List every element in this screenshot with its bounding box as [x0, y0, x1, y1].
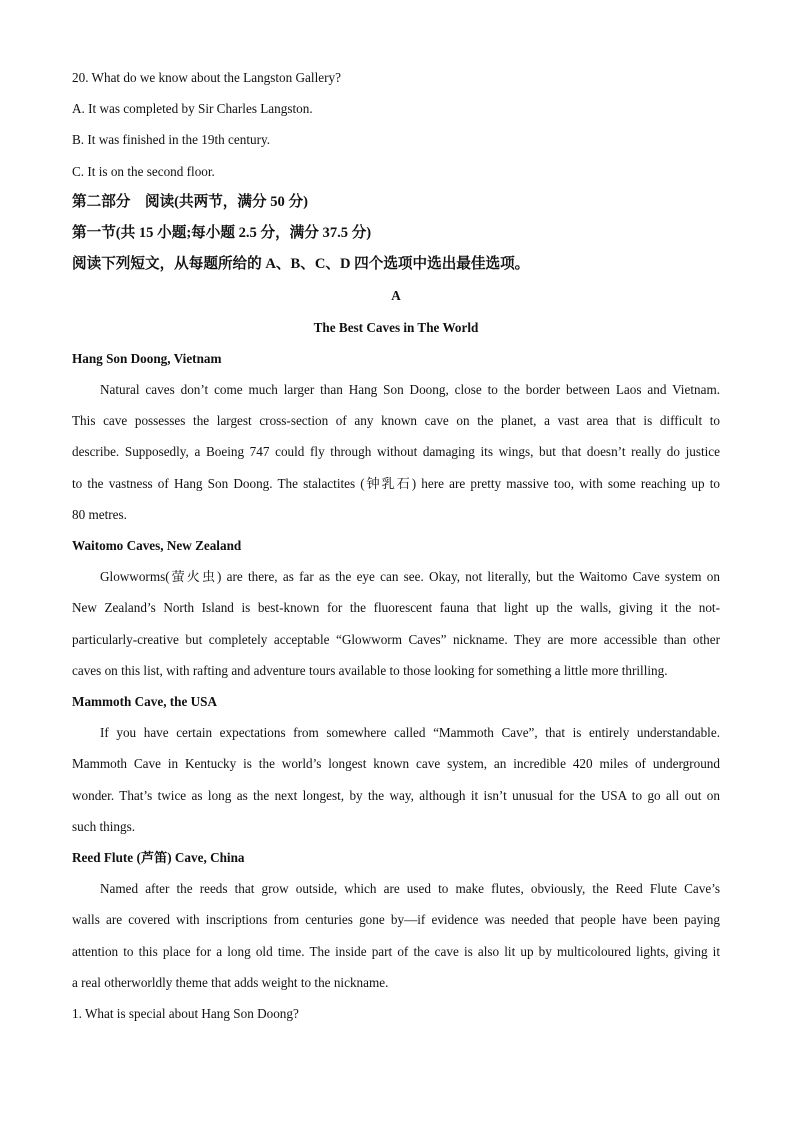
cave-heading: Hang Son Doong, Vietnam [72, 350, 222, 366]
paragraph-line: particularly-creative but completely acceptable “Glowworm Caves” nickname. They are more accessible than other [72, 631, 720, 647]
paragraph-line: wonder. That’s twice as long as the next longest, by the way, although it isn’t unusual for the USA to go all out on [72, 787, 720, 803]
cave-paragraph [72, 374, 720, 530]
paragraph-line: If you have certain expectations from somewhere called “Mammoth Cave”, that is entirely understandable. [100, 725, 720, 741]
paragraph-line: a real otherworldly theme that adds weight to the nickname. [72, 974, 389, 990]
paragraph-line: This cave possesses the largest cross-section of any known cave on the planet, a vast area that is difficult to [72, 413, 720, 429]
paragraph-line: describe. Supposedly, a Boeing 747 could fly through without damaging its wings, but that doesn’t really do justice [72, 444, 720, 460]
passage-letter: A [391, 288, 401, 304]
question-1-stem: 1. What is special about Hang Son Doong? [72, 1006, 299, 1022]
reading-instruction: 阅读下列短文，从每题所给的 A、B、C、D 四个选项中选出最佳选项。 [72, 256, 530, 273]
part-title: 第二部分 阅读(共两节，满分 50 分) [72, 193, 308, 210]
paragraph-line: caves on this list, with rafting and adventure tours available to those looking for something a little more thrilling. [72, 662, 668, 678]
paragraph-line: New Zealand’s North Island is best-known for the fluorescent fauna that light up the walls, giving it the not- [72, 600, 720, 616]
passage-title: The Best Caves in The World [313, 319, 479, 335]
exam-page [72, 62, 720, 1029]
paragraph-line: walls are covered with inscriptions from centuries gone by—if evidence was needed that people have been paying [72, 912, 720, 928]
question-20-option-a: A. It was completed by Sir Charles Langston. [72, 101, 313, 117]
cave-paragraph [72, 561, 720, 686]
question-20-option-b: B. It was finished in the 19th century. [72, 132, 271, 148]
paragraph-line: such things. [72, 818, 136, 834]
paragraph-line: 80 metres. [72, 506, 127, 522]
paragraph-line: Natural caves don’t come much larger than Hang Son Doong, close to the border between Laos and Vietnam. [100, 382, 720, 398]
section-subtitle: 第一节(共 15 小题;每小题 2.5 分，满分 37.5 分) [72, 225, 372, 242]
paragraph-line: Mammoth Cave in Kentucky is the world’s longest known cave system, an incredible 420 miles of underground [72, 756, 720, 772]
question-20-option-c: C. It is on the second floor. [72, 163, 215, 179]
paragraph-line: Glowworms(萤火虫) are there, as far as the eye can see. Okay, not literally, but the Waitomo Cave system on [100, 569, 720, 585]
paragraph-line: attention to this place for a long old time. The inside part of the cave is also lit up by multicoloured lights, giving it [72, 943, 720, 959]
cave-heading: Waitomo Caves, New Zealand [72, 538, 242, 554]
cave-paragraph [72, 873, 720, 998]
cave-paragraph [72, 717, 720, 842]
paragraph-line: Named after the reeds that grow outside, which are used to make flutes, obviously, the Reed Flute Cave’s [100, 881, 720, 897]
cave-heading: Reed Flute (芦笛) Cave, China [72, 850, 245, 866]
paragraph-line: to the vastness of Hang Son Doong. The stalactites (钟乳石) here are pretty massive too, with some reaching up to [72, 475, 720, 491]
question-20-stem: 20. What do we know about the Langston Gallery? [72, 70, 341, 85]
cave-heading: Mammoth Cave, the USA [72, 694, 218, 710]
